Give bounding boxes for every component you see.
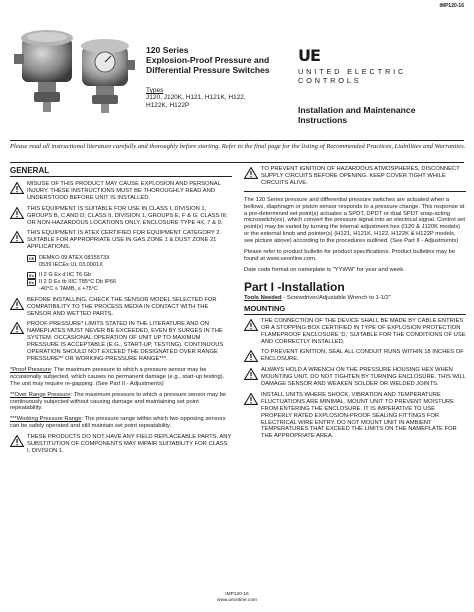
header-divider xyxy=(10,140,464,141)
general-heading: GENERAL xyxy=(10,166,232,177)
ex-line: Ex II 2 G Ex d IIC T6 Gb xyxy=(27,272,232,279)
left-column xyxy=(10,166,232,459)
section-divider xyxy=(244,191,466,192)
install-title: Installation and Maintenance Instructions xyxy=(298,105,416,125)
warning-icon xyxy=(10,298,24,310)
part-heading: Part I -Installation xyxy=(244,279,345,294)
warning-ignition: TO PREVENT IGNITION OF HAZARDOUS ATMOSPHERES, DISCONNECT SUPPLY CIRCUITS BEFORE OPENING. KEEP COVER TIGHT WHILE CIRCUITS ALIVE. xyxy=(244,166,466,187)
brand-block xyxy=(298,48,458,125)
footer-doc-number: IMP120-16 xyxy=(225,592,249,597)
certifications xyxy=(27,255,232,293)
ex-hex-icon: Ex xyxy=(27,279,36,286)
warning-class-division: THIS EQUIPMENT IS SUITABLE FOR USE IN CLASS I, DIVISION 1, GROUPS B, C AND D; CLASS II, DIVISION 1, GROUPS E, F & G; CLASS III; OR NON-HAZARDOUS LOCATIONS ONLY. ENCLOSURE TYPE 4X, 7 & 9. xyxy=(10,206,232,227)
warning-compatibility: BEFORE INSTALLING, CHECK THE SENSOR MODEL SELECTED FOR COMPATIBILITY TO THE PROCESS MEDIA IN CONTACT WITH THE SENSOR AND WETTED PARTS. xyxy=(10,297,232,318)
warning-mount-location: INSTALL UNITS WHERE SHOCK, VIBRATION AND TEMPERATURE FLUCTUATIONS ARE MINIMAL. MOUNT UNIT TO PREVENT MOISTURE FROM ENTERING THE ENCLOSURE. IT IS IMPERATIVE TO USE PROPERLY RATED EXPLOSION-PROOF SEALING FITTINGS FOR ELECTRICAL WIRE ENTRY. DO NOT MOUNT UNIT IN AMBIENT TEMPERATURES THAT EXCEED THE LIMITS ON THE NAMEPLATE FOR THE APPROPRIATE AREA. xyxy=(244,392,466,440)
temperature-range: -40°C ≤ TAMB, ≤ +75°C xyxy=(39,285,99,292)
note-divider xyxy=(10,162,464,163)
warning-atex: THIS EQUIPMENT IS ATEX CERTIFIED FOR EQUIPMENT CATEGORY 2. SUITABLE FOR APPROPRIATE USE IN GAS ZONE 1 & DUST ZONE 21 APPLICATIONS. xyxy=(10,230,232,251)
warning-misuse: MISUSE OF THIS PRODUCT MAY CAUSE EXPLOSION AND PERSONAL INJURY. THESE INSTRUCTIONS MUST BE THOROUGHLY READ AND UNDERSTOOD BEFORE UNIT IS INSTALLED. xyxy=(10,181,232,202)
types-list: J120, J120K, H121, H121K, H122, H122K, H122P xyxy=(146,94,246,110)
cert-line: 0539 IECEx UL 03.0001X xyxy=(39,262,103,269)
mounting-heading: MOUNTING xyxy=(244,304,466,315)
tools-needed: Tools Needed - Screwdriver/Adjustable Wrench to 1-1/2" xyxy=(244,294,391,301)
warning-icon xyxy=(10,182,24,194)
right-column xyxy=(244,166,466,444)
date-code-paragraph: Date code format on nameplate is "YYWW" for year and week. xyxy=(244,266,405,273)
ce-mark-icon: CE xyxy=(28,256,35,262)
definition-over-range: **Over Range Pressure: The maximum pressure to which a pressure sensor may be continuously subjected without causing damage and maintaining set point repeatability. xyxy=(10,391,227,412)
warning-icon xyxy=(10,322,24,334)
warning-icon xyxy=(244,368,258,380)
footer-url: www.ueonline.com xyxy=(217,598,257,603)
warning-icon xyxy=(244,319,258,331)
ex-hex-icon: Ex xyxy=(27,272,36,279)
warning-icon xyxy=(10,231,24,243)
instruction-note: Please read all instructional literature carefully and thoroughly before starting. Refer to the final page for the listing of Recommended Practices, Liabilities and Warranties. xyxy=(10,143,466,150)
company-name: UNITED ELECTRIC CONTROLS xyxy=(298,67,407,85)
product-photo xyxy=(12,16,136,116)
warning-icon xyxy=(244,393,258,405)
bulletin-paragraph: Please refer to product bulletin for product specifications. Product bulletins may be found at www.ueonline.com. xyxy=(244,249,456,262)
warning-icon xyxy=(244,350,258,362)
warning-wrench: ALWAYS HOLD A WRENCH ON THE PRESSURE HOUSING HEX WHEN MOUNTING UNIT. DO NOT TIGHTEN BY TURNING ENCLOSURE. THIS WILL DAMAGE SENSOR AND WEAKEN SOLDER OR WELDED JOINTS. xyxy=(244,367,466,388)
warning-no-field-parts: THESE PRODUCTS DO NOT HAVE ANY FIELD REPLACEABLE PARTS. ANY SUBSTITUTION OF COMPONENTS MAY IMPAIR SUITABILITY FOR CLASS I, DIVISION 1. xyxy=(10,434,232,455)
definition-working-range: ***Working Pressure Range: The pressure range within which two opposing sensors can be safely operated and still maintain set point repeatability. xyxy=(10,416,226,430)
product-title: 120 Series Explosion-Proof Pressure and Differential Pressure Switches xyxy=(146,45,270,75)
title-block xyxy=(146,45,284,111)
definition-proof-pressure: *Proof Pressure: The maximum pressure to which a pressure sensor may be occasionally subjected, which causes no permanent damage (e.g., start-up testing). The unit may require re-gapping. (See Part II - Adjustments) xyxy=(10,366,225,387)
doc-number: IMP120-16 xyxy=(439,3,464,9)
types-label: Types xyxy=(146,87,164,94)
cert-line: CE DEMKO 09 ATEX 0815573X xyxy=(28,255,110,262)
warning-cable-entries: THE CONNECTION OF THE DEVICE SHALL BE MADE BY CABLE ENTRIES OR A STOPPING BOX CERTIFIED IN TYPE OF EXPLOSION PROTECTION FLAMEPROOF ENCLOSURE 'D,' SUITABLE FOR THE CONDITIONS OF USE AND CORRECTLY INSTALLED. xyxy=(244,318,466,346)
warning-icon xyxy=(10,207,24,219)
ex-line: Ex II 2 D Ex tb IIIC T85°C Db IP66 xyxy=(27,279,232,286)
warning-seal-conduit: TO PREVENT IGNITION, SEAL ALL CONDUIT RUNS WITHIN 18 INCHES OF ENCLOSURE. xyxy=(244,349,466,363)
warning-proof-pressure: PROOF PRESSURE* LIMITS STATED IN THE LITERATURE AND ON NAMEPLATES MUST NEVER BE EXCEEDED, EVEN BY SURGES IN THE SYSTEM. OCCASIONAL OPERATION OF UNIT UP TO MAXIMUM PRESSURE IS ACCEPTABLE (E.G., START-UP, TESTING). CONTINUOUS OPERATION SHOULD NOT EXCEED THE DESIGNATED OVER RANGE PRESSURE** OR WORKING PRESSURE RANGE***. xyxy=(10,321,232,362)
ue-logo: UE xyxy=(298,46,320,65)
warning-icon xyxy=(244,167,258,179)
page-footer xyxy=(0,592,474,604)
description-paragraph: The 120 Series pressure and differential pressure switches are actuated when a bellows, diaphragm or piston sensor responds to a pressure change. This response at a pre-determined set point(s) actuates a SPDT, DPDT or dual SPDT snap-acting microswitch(es), which convert the pressure signal into an electrical signal. Control set point(s) may be varied by turning the internal adjustment hex (I120 & J120K models) or the external knob and pointer(s) (H121, H121K, H122, H122K & H122P models, see picture above) according to the procedures outlined. (See Part II - Adjustments) xyxy=(244,196,466,245)
warning-icon xyxy=(10,435,24,447)
